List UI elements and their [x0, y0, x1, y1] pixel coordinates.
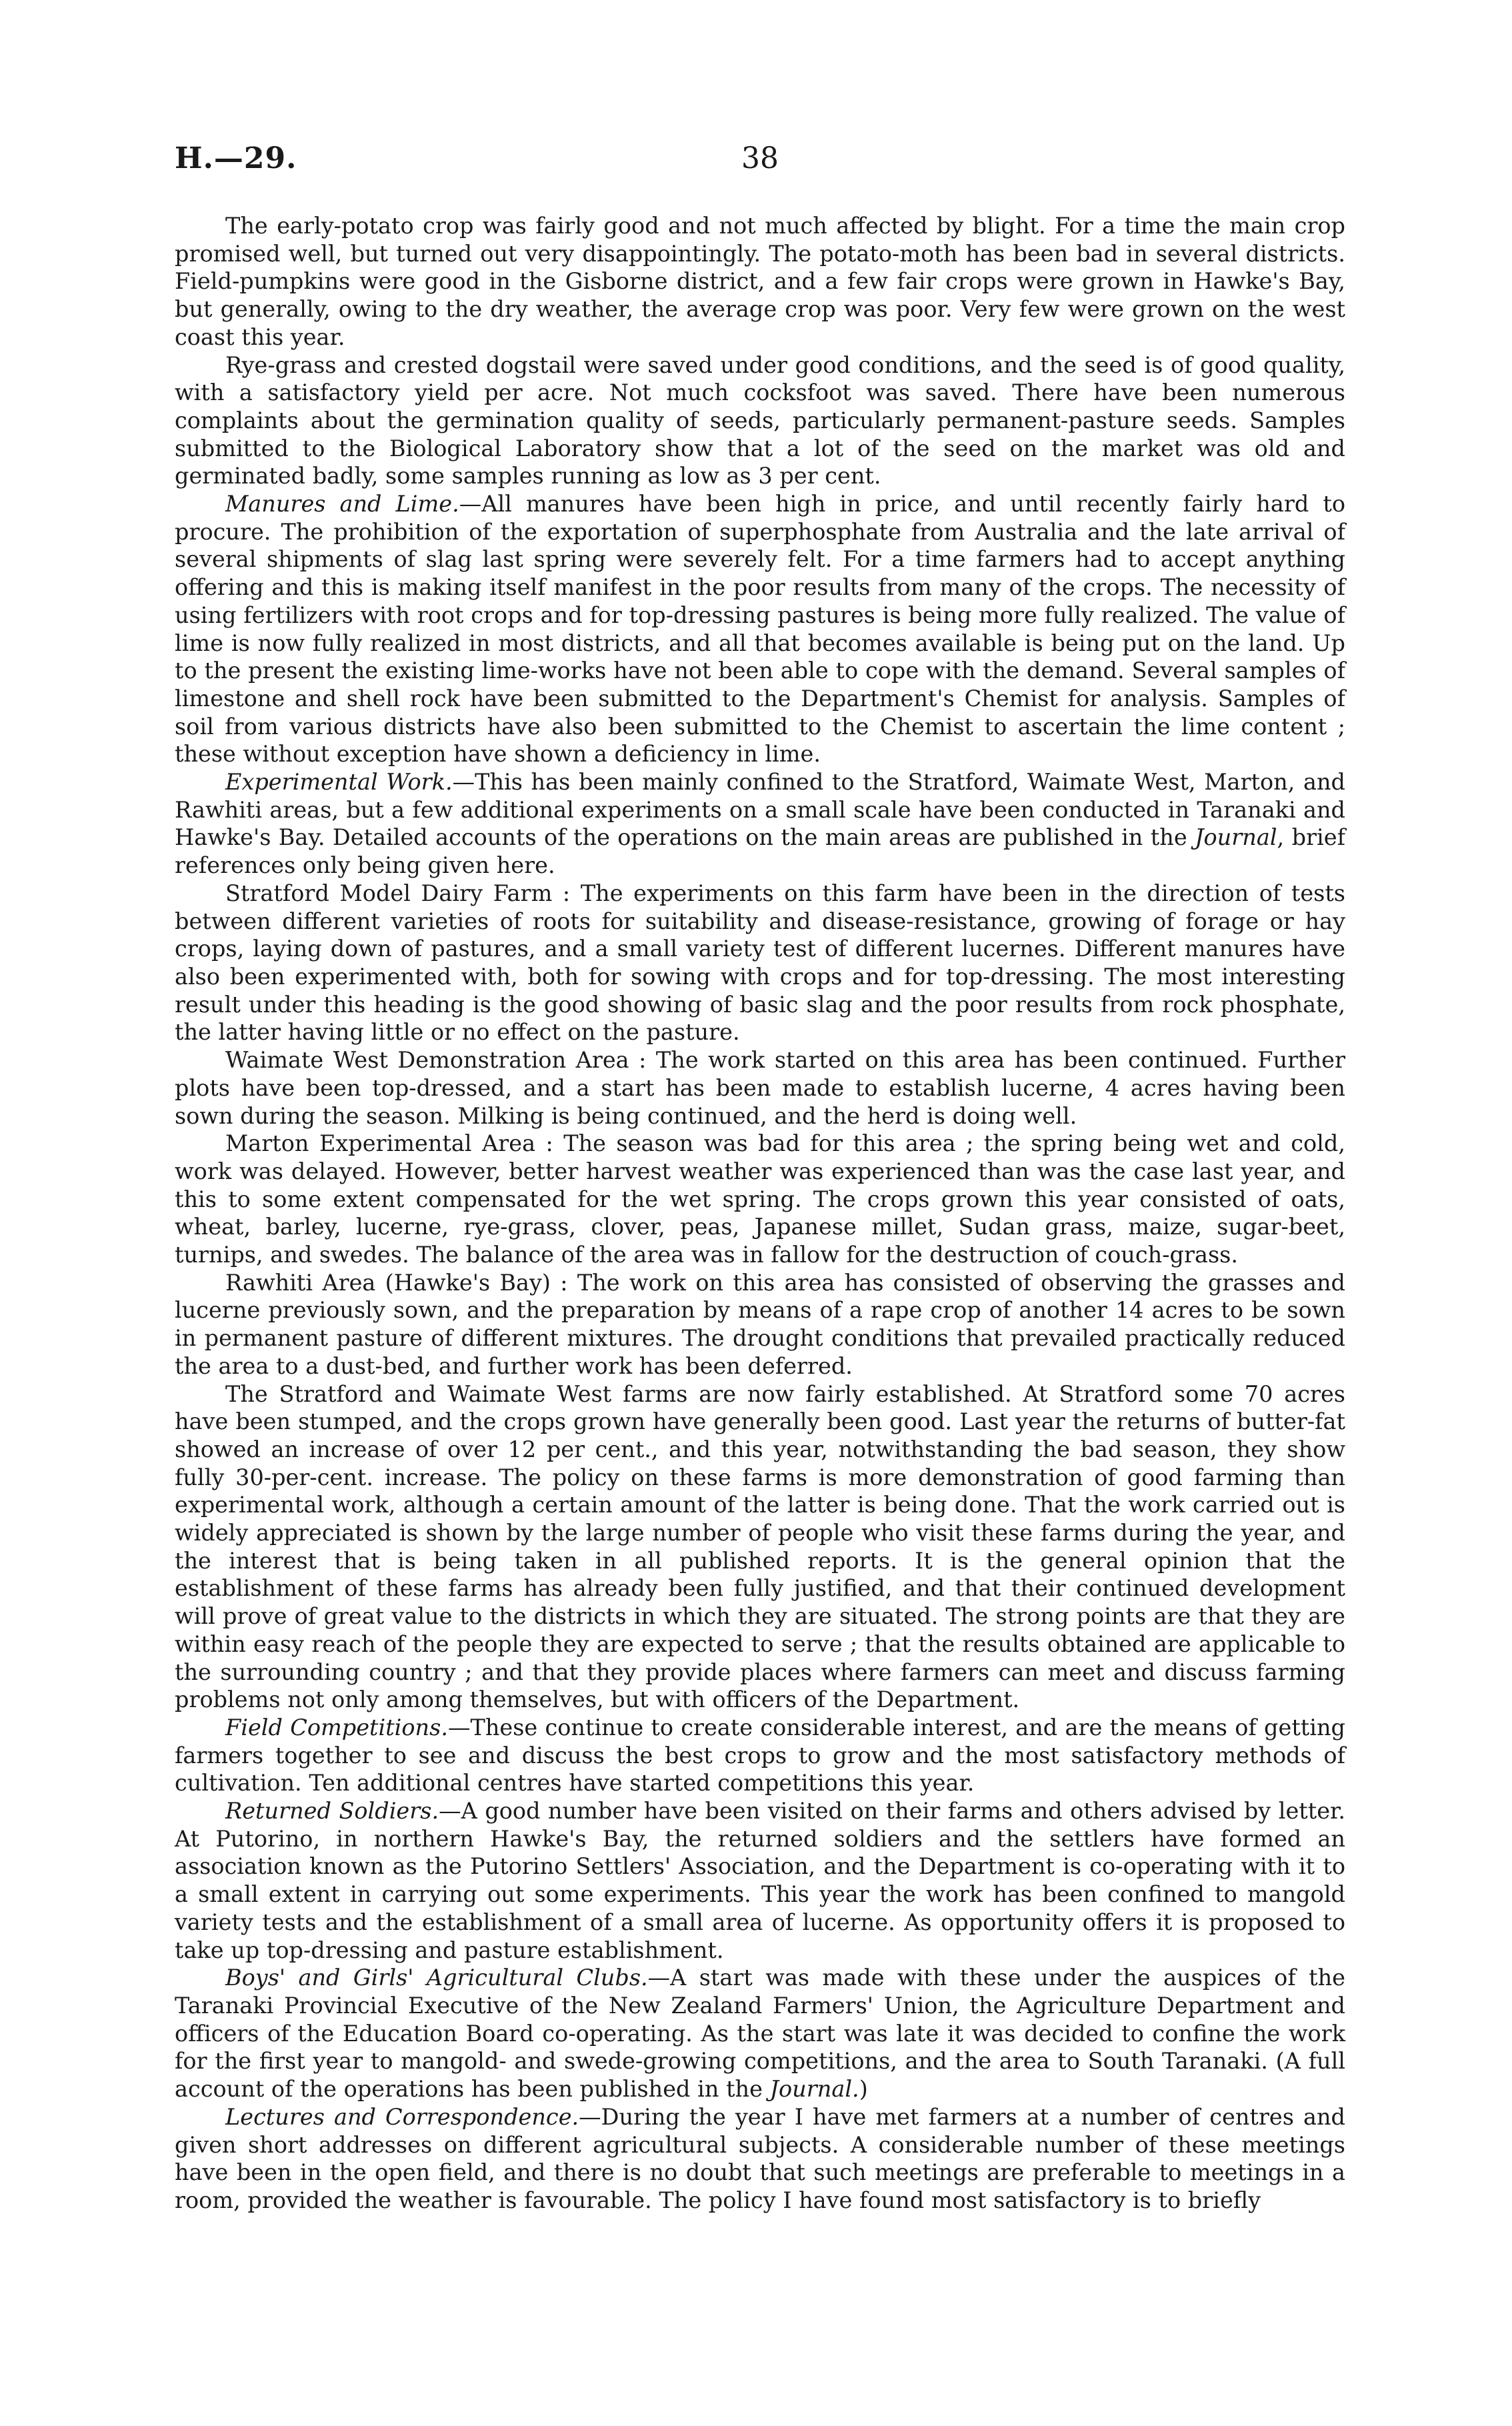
paragraph-text: Marton Experimental Area : The season was bad for this area ; the spring being wet and cold, work was delayed. However, better harvest weather was experienced than was the case last year, and this to some extent compensated for the wet spring. The crops grown this year consisted of oats, wheat, barley, lucerne, rye-grass, clover, peas, Japanese millet, Sudan grass, maize, sugar-beet, turnips, and swedes. The balance of the area was in fallow for the destruction of couch-grass.: [175, 1130, 1345, 1268]
paragraph-text: The early-potato crop was fairly good and not much affected by blight. For a time the main crop promised well, but turned out very disappointingly. The potato-moth has been bad in several districts. Field-pumpkins were good in the Gisborne district, and a few fair crops were grown in Hawke's Bay, but generally, owing to the dry weather, the average crop was poor. Very few were grown on the west coast this year.: [175, 213, 1345, 350]
paragraph: [175, 212, 1345, 351]
section-heading: Manures and Lime.: [225, 491, 459, 517]
paragraph-experimental-work: [175, 768, 1345, 880]
report-body: [175, 212, 1345, 2215]
paragraph: [175, 880, 1345, 1046]
page-number: 38: [741, 141, 779, 175]
paragraph-lectures: [175, 2103, 1345, 2215]
report-reference: H.—29.: [175, 141, 297, 175]
paragraph: [175, 351, 1345, 491]
paragraph-manures: [175, 490, 1345, 768]
page-header: [175, 141, 1345, 181]
section-heading: Boys' and Girls' Agricultural Clubs.: [225, 1965, 648, 1991]
paragraph-text: —A start was made with these under the auspices of the Taranaki Provincial Executive of the New Zealand Farmers' Union, the Agriculture Department and officers of the Education Board co-operating. As the start was late it was decided to confine the work for the first year to mangold- and swede-growing competitions, and the area to South Taranaki. (A full account of the operations has been published in the: [175, 1965, 1346, 2103]
paragraph-returned-soldiers: [175, 1797, 1345, 1964]
paragraph-text: Waimate West Demonstration Area : The work started on this area has been continued. Further plots have been top-dressed, and a start has been made to establish lucerne, 4 acres having been sown during the season. Milking is being continued, and the herd is doing well.: [175, 1047, 1345, 1129]
paragraph-text: —A good number have been visited on their farms and others advised by letter. At Putorino, in northern Hawke's Bay, the returned soldiers and the settlers have formed an association known as the Putorino Settlers' Association, and the Department is co-operating with it to a small extent in carrying out some experiments. This year the work has been confined to mangold variety tests and the establishment of a small area of lucerne. As opportunity offers it is proposed to take up top-dressing and pasture establishment.: [175, 1798, 1346, 1963]
journal-title: Journal.: [769, 2076, 859, 2103]
section-heading: Lectures and Correspondence.: [225, 2103, 579, 2130]
paragraph-text: ): [859, 2076, 868, 2103]
paragraph-text: Rawhiti Area (Hawke's Bay) : The work on this area has consisted of observing the grasses and lucerne previously sown, and the preparation by means of a rape crop of another 14 acres to be sown in permanent pasture of different mixtures. The drought conditions that prevailed practically reduced the area to a dust-bed, and further work has been deferred.: [175, 1269, 1345, 1379]
section-heading: Returned Soldiers.: [225, 1798, 439, 1825]
paragraph-text: —All manures have been high in price, and until recently fairly hard to procure. The prohibition of the exportation of superphosphate from Australia and the late arrival of several shipments of slag last spring were severely felt. For a time farmers had to accept anything offering and this is making itself manifest in the poor results from many of the crops. The necessity of using fertilizers with root crops and for top-dressing pastures is being more fully realized. The value of lime is now fully realized in most districts, and all that becomes available is being put on the land. Up to the present the existing lime-works have not been able to cope with the demand. Several samples of limestone and shell rock have been submitted to the Department's Chemist for analysis. Samples of soil from various districts have also been submitted to the Chemist to ascertain the lime content ; these without exception have shown a deficiency in lime.: [175, 491, 1345, 768]
paragraph-text: —These continue to create considerable interest, and are the means of getting farmers together to see and discuss the best crops to grow and the most satisfactory methods of cultivation. Ten additional centres have started competitions this year.: [175, 1714, 1345, 1796]
paragraph-text: , brief references only being given here.: [175, 824, 1345, 879]
section-heading: Experimental Work.: [225, 769, 453, 796]
paragraph-text: —During the year I have met farmers at a number of centres and given short addresses on different agricultural subjects. A considerable number of these meetings have been in the open field, and there is no doubt that such meetings are preferable to meetings in a room, provided the weather is favourable. The policy I have found most satisfactory is to briefly: [175, 2103, 1345, 2213]
paragraph-text: —This has been mainly confined to the Stratford, Waimate West, Marton, and Rawhiti areas, but a few additional experiments on a small scale have been conducted in Taranaki and Hawke's Bay. Detailed accounts of the operations on the main areas are published in the: [175, 769, 1345, 851]
paragraph-field-competitions: [175, 1714, 1345, 1797]
paragraph-text: Stratford Model Dairy Farm : The experiments on this farm have been in the direction of tests between different varieties of roots for suitability and disease-resistance, growing of forage or hay crops, laying down of pastures, and a small variety test of different lucernes. Different manures have also been experimented with, both for sowing with crops and for top-dressing. The most interesting result under this heading is the good showing of basic slag and the poor results from rock phosphate, the latter having little or no effect on the pasture.: [175, 880, 1345, 1046]
paragraph-text: The Stratford and Waimate West farms are now fairly established. At Stratford some 70 acres have been stumped, and the crops grown have generally been good. Last year the returns of butter-fat showed an increase of over 12 per cent., and this year, notwithstanding the bad season, they show fully 30-per-cent. increase. The policy on these farms is more demonstration of good farming than experimental work, although a certain amount of the latter is being done. That the work carried out is widely appreciated is shown by the large number of people who visit these farms during the year, and the interest that is being taken in all published reports. It is the general opinion that the establishment of these farms has already been fully justified, and that their continued development will prove of great value to the districts in which they are situated. The strong points are that they are within easy reach of the people they are expected to serve ; that the results obtained are applicable to the surrounding country ; and that they provide places where farmers can meet and discuss farming problems not only among themselves, but with officers of the Department.: [175, 1380, 1345, 1713]
section-heading: Field Competitions.: [225, 1714, 448, 1740]
paragraph: [175, 1269, 1345, 1380]
paragraph: [175, 1046, 1345, 1130]
paragraph-text: Rye-grass and crested dogstail were saved under good conditions, and the seed is of good quality, with a satisfactory yield per acre. Not much cocksfoot was saved. There have been numerous complaints about the germination quality of seeds, particularly permanent-pasture seeds. Samples submitted to the Biological Laboratory show that a lot of the seed on the market was old and germinated badly, some samples running as low as 3 per cent.: [175, 351, 1345, 489]
journal-title: Journal: [1195, 824, 1277, 851]
paragraph-agricultural-clubs: [175, 1964, 1345, 2103]
paragraph: [175, 1130, 1345, 1269]
paragraph: [175, 1380, 1345, 1714]
